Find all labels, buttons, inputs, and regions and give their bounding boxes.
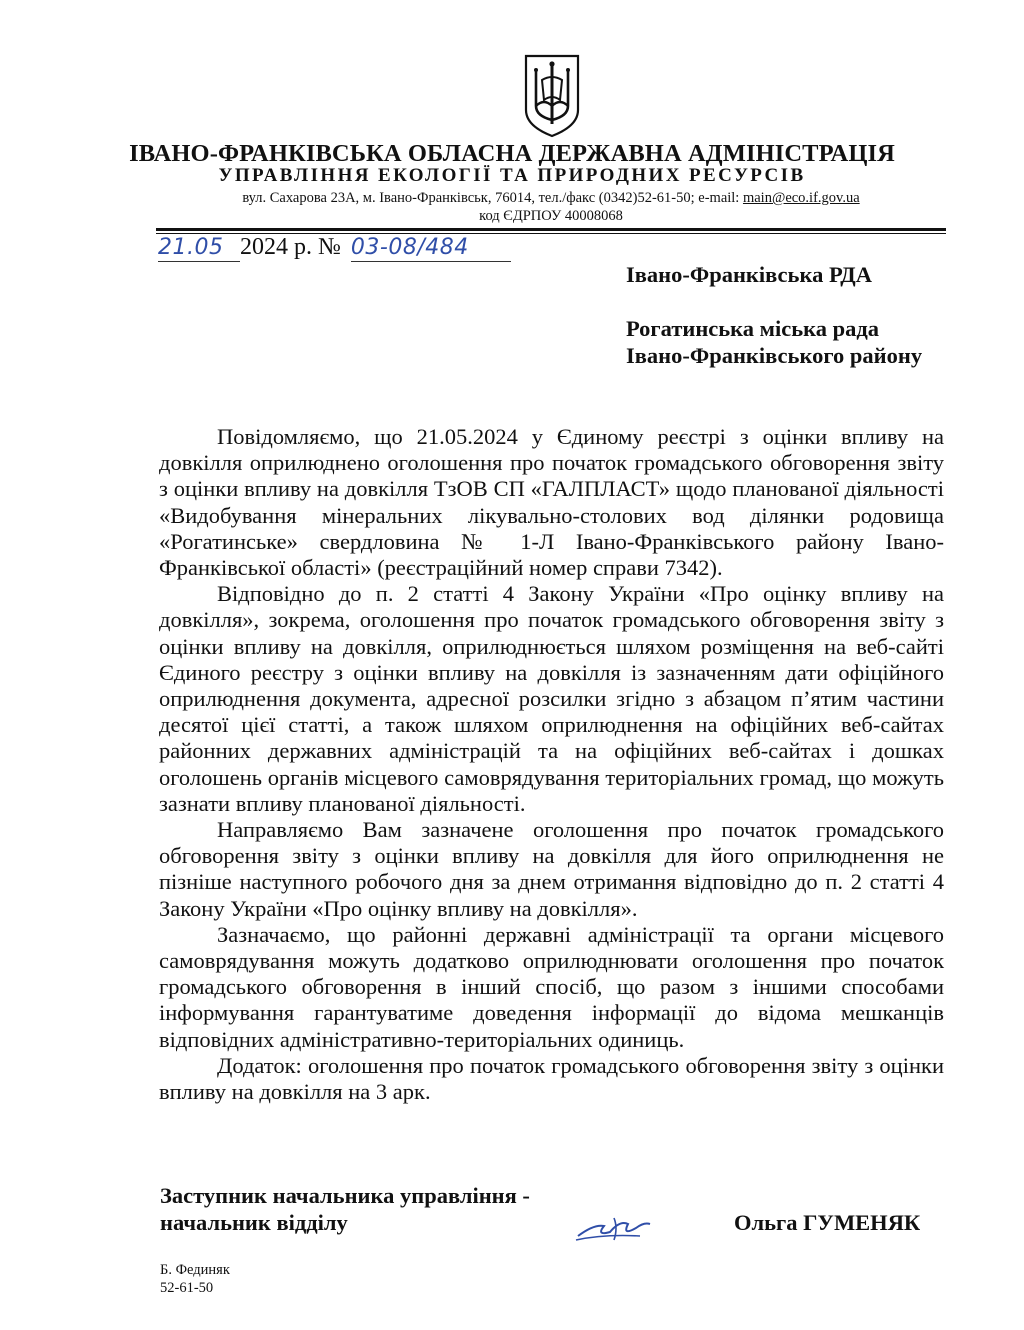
- paragraph-5: Додаток: оголошення про початок громадського обговорення звіту з оцінки впливу на довкілля на 3 арк.: [159, 1052, 944, 1105]
- email-link[interactable]: main@eco.if.gov.ua: [742, 190, 860, 206]
- addressee-3: Івано-Франківського району: [626, 343, 923, 368]
- header-divider-thick: [156, 228, 946, 231]
- department-name: УПРАВЛІННЯ ЕКОЛОГІЇ ТА ПРИРОДНИХ РЕСУРСІВ: [218, 165, 806, 186]
- handwritten-number: 03-08/484: [351, 235, 511, 262]
- addressee-1: Івано-Франківська РДА: [626, 262, 873, 287]
- letter-body: [159, 424, 944, 1105]
- registration-line: [158, 234, 511, 262]
- executor-name: Б. Фединяк: [160, 1262, 230, 1278]
- signatory-title-2: начальник відділу: [160, 1210, 348, 1235]
- paragraph-4: Зазначаємо, що районні державні адміністрації та органи місцевого самоврядування можуть додатково оприлюднювати оголошення про початок громадського обговорення в інший спосіб, що разом з іншими способами інформування гарантуватиме доведення інформації до відома мешканців відповідних адміністративно-територіальних одиниць.: [159, 921, 944, 1052]
- addressee-2: Рогатинська міська рада: [626, 316, 880, 341]
- address-text: вул. Сахарова 23А, м. Івано-Франківськ, 76014, тел./факс (0342)52-61-50; e-mail:: [242, 190, 743, 206]
- paragraph-1: Повідомляємо, що 21.05.2024 у Єдиному реєстрі з оцінки впливу на довкілля оприлюднено оголошення про початок громадського обговорення звіту з оцінки впливу на довкілля ТзОВ СП «ГАЛПЛАСТ» щодо планованої діяльності «Видобування мінеральних лікувально-столових вод ділянки родовища «Рогатинське» свердловина № 1-Л Івано-Франківського району Івано-Франківської області» (реєстраційний номер справи 7342).: [159, 424, 944, 581]
- coat-of-arms-icon: [522, 54, 582, 138]
- handwritten-date: 21.05: [158, 235, 240, 262]
- handwritten-signature: [574, 1206, 654, 1246]
- year-number-label: 2024 р. №: [240, 234, 341, 260]
- paragraph-3: Направляємо Вам зазначене оголошення про початок громадського обговорення звіту з оцінки впливу на довкілля для його оприлюднення не пізніше наступного робочого дня за днем отримання відповідно до п. 2 статті 4 Закону України «Про оцінку впливу на довкілля».: [159, 817, 944, 921]
- organization-name: ІВАНО-ФРАНКІВСЬКА ОБЛАСНА ДЕРЖАВНА АДМІНІСТРАЦІЯ: [129, 140, 895, 167]
- signatory-title-1: Заступник начальника управління -: [160, 1183, 530, 1208]
- edrpou-code: код ЄДРПОУ 40008068: [479, 208, 623, 224]
- paragraph-2: Відповідно до п. 2 статті 4 Закону України «Про оцінку впливу на довкілля», зокрема, оголошення про початок громадського обговорення звіту з оцінки впливу на довкілля, оприлюднюється шляхом розміщення на веб-сайті Єдиного реєстру з оцінки впливу на довкілля із зазначенням дати офіційного оприлюднення документа, адресної розсилки згідно з абзацом п’ятим частини десятої цієї статті, а також шляхом оприлюднення на офіційних веб-сайтах районних державних адміністрацій та на офіційних веб-сайтах і дошках оголошень органів місцевого самоврядування територіальних громад, що можуть зазнати впливу планованої діяльності.: [159, 581, 944, 816]
- signatory-name: Ольга ГУМЕНЯК: [734, 1210, 921, 1235]
- executor-phone: 52-61-50: [160, 1280, 214, 1296]
- contact-line: [0, 190, 1024, 207]
